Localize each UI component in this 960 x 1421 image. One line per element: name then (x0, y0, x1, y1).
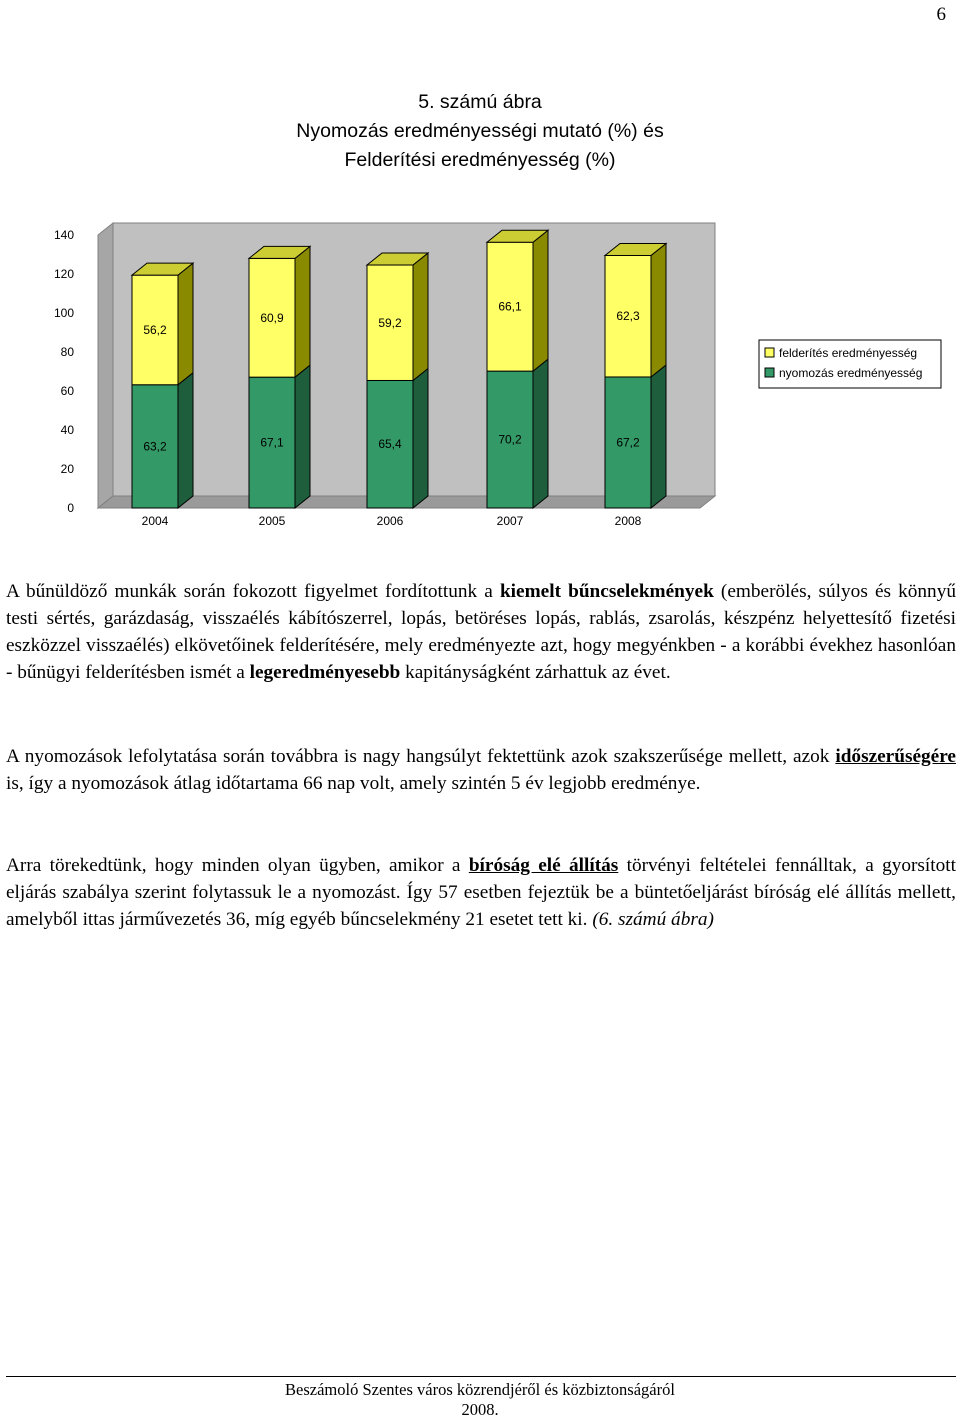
bar-side-face (413, 368, 428, 508)
legend-label: nyomozás eredményesség (779, 366, 923, 380)
x-tick-label: 2008 (614, 514, 642, 528)
footer-line-1: Beszámoló Szentes város közrendjéről és közbiztonságáról (285, 1380, 675, 1399)
x-tick-label: 2004 (141, 514, 169, 528)
figure-title-line-2: Felderítési eredményesség (%) (344, 149, 616, 171)
y-tick-label: 20 (60, 462, 74, 476)
legend-label: felderítés eredményesség (779, 346, 918, 360)
text-run: (6. számú ábra) (592, 909, 714, 930)
y-tick-label: 140 (53, 228, 74, 242)
x-tick-label: 2007 (496, 514, 524, 528)
stacked-bar-chart (0, 190, 960, 535)
figure-label: 5. számú ábra (418, 91, 542, 113)
y-tick-label: 80 (60, 345, 74, 359)
text-run: is, így a nyomozások átlag időtartama 66 nap volt, amely szintén 5 év legjobb eredménye. (6, 773, 701, 794)
data-label: 67,1 (260, 435, 284, 450)
bar-side-face (533, 359, 548, 508)
text-run: A bűnüldöző munkák során fokozott figyelmet fordítottunk a (6, 581, 500, 602)
legend-swatch (765, 348, 774, 357)
x-tick-label: 2006 (376, 514, 404, 528)
text-run: kapitányságként zárhattuk az évet. (400, 662, 671, 683)
paragraph-2-text (6, 743, 956, 797)
paragraph-3 (6, 852, 956, 933)
paragraph-1-text (6, 578, 956, 686)
bar-side-face (651, 243, 666, 376)
bar-side-face (533, 230, 548, 371)
paragraph-2 (6, 743, 956, 797)
y-tick-label: 60 (60, 384, 74, 398)
bar-side-face (413, 253, 428, 380)
footer-rule (6, 1376, 956, 1377)
bar-side-face (651, 365, 666, 508)
bar-side-face (178, 373, 193, 508)
y-tick-label: 40 (60, 423, 74, 437)
data-label: 70,2 (498, 432, 522, 447)
text-run: kiemelt bűncselekmények (499, 581, 714, 602)
x-tick-label: 2005 (258, 514, 286, 528)
data-label: 62,3 (616, 309, 640, 324)
legend-swatch (765, 368, 774, 377)
figure-title-line-1: Nyomozás eredményességi mutató (%) és (296, 120, 664, 142)
y-tick-label: 120 (53, 267, 74, 281)
text-run: A nyomozások lefolytatása során továbbra is nagy hangsúlyt fektettünk azok szakszerűsége mellett, azok (6, 746, 836, 767)
data-label: 59,2 (378, 315, 402, 330)
figure-caption (0, 88, 960, 175)
text-run: Arra törekedtünk, hogy minden olyan ügyben, amikor a (6, 855, 469, 876)
paragraph-1 (6, 578, 956, 686)
data-label: 63,2 (143, 439, 167, 454)
bar-side-face (295, 246, 310, 377)
page-number: 6 (936, 4, 946, 25)
text-run: (emberölés, súlyos és könnyű testi sértés, garázdaság, visszaélés kábítószerrel, lopás, betöréses lopás, rablás, zsarolás, készpénz helyettesítő fizetési eszközzel visszaélés) elkövetőinek felderítésére, mely eredményezte azt, hogy megyénkben - a korábbi évekhez hasonlóan - bűnügyi felderítésben ismét a (6, 581, 956, 683)
footer-line-2: 2008. (461, 1400, 499, 1419)
data-label: 67,2 (616, 435, 640, 450)
bar-side-face (178, 263, 193, 385)
data-label: 65,4 (378, 437, 402, 452)
data-label: 56,2 (143, 322, 167, 337)
data-label: 66,1 (498, 299, 522, 314)
data-label: 60,9 (260, 310, 284, 325)
paragraph-3-text (6, 852, 956, 933)
page-footer (0, 1380, 960, 1420)
text-run: bíróság elé állítás (468, 855, 619, 876)
bar-side-face (295, 365, 310, 508)
chart-side-wall (98, 223, 113, 508)
text-run: legeredményesebb (249, 662, 401, 683)
y-tick-label: 100 (53, 306, 74, 320)
text-run: időszerűségére (835, 746, 956, 767)
y-tick-label: 0 (67, 501, 74, 515)
text-run: törvényi feltételei fennálltak, a gyorsított eljárás szabálya szerint folytassuk le a nyomozást. Így 57 esetben fejeztük be a büntetőeljárást bíróság elé állítás mellett, amelyből ittas járművezetés 36, míg egyéb bűncselekmény 21 esetet tett ki. (6, 855, 956, 930)
